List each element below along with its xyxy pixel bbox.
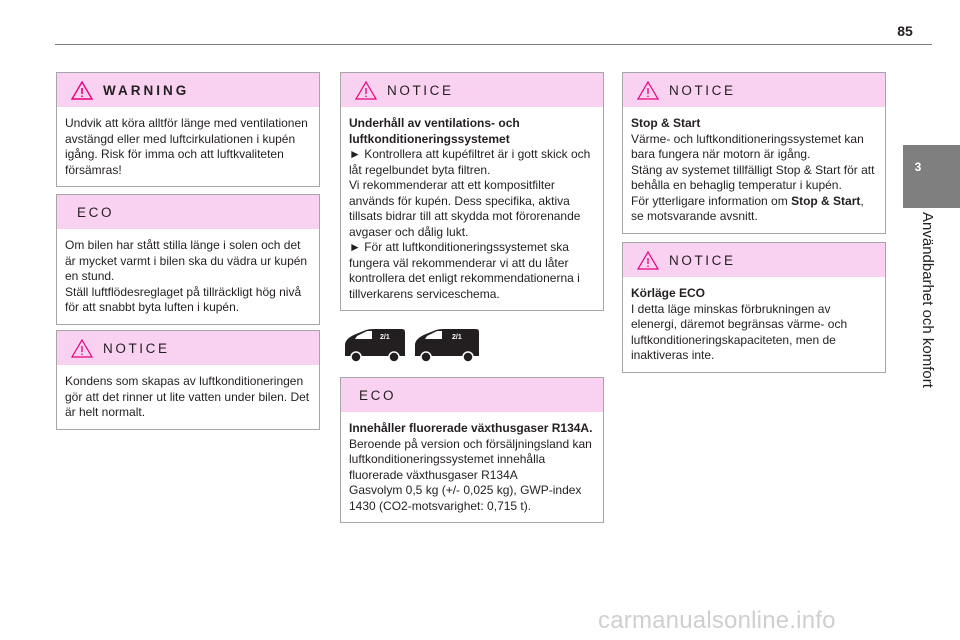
chapter-tab <box>903 145 960 208</box>
notice-4-title: Körläge ECO <box>631 286 706 300</box>
notice-box-1 <box>56 330 320 430</box>
notice-box-3-header <box>623 73 885 107</box>
notice-heading-2: NOTICE <box>387 82 454 98</box>
van-long-icon <box>415 329 479 362</box>
notice-3-text-2: Stäng av systemet tillfälligt Stop & Start för att behålla en behaglig temperatur i kupén. <box>631 162 875 192</box>
chapter-title: Användbarhet och komfort <box>919 212 936 388</box>
eco-heading-1: ECO <box>77 204 115 220</box>
eco-box-2-header <box>341 378 603 412</box>
warning-triangle-icon <box>71 81 93 100</box>
warning-box-header <box>57 73 319 107</box>
notice-box-3 <box>622 72 886 234</box>
notice-heading-3: NOTICE <box>669 82 736 98</box>
notice-triangle-icon <box>637 251 659 270</box>
notice-heading-4: NOTICE <box>669 252 736 268</box>
notice-box-2 <box>340 72 604 311</box>
notice-heading-1: NOTICE <box>103 340 170 356</box>
notice-box-2-header <box>341 73 603 107</box>
header-divider <box>55 44 932 45</box>
notice-box-4 <box>622 242 886 373</box>
notice-3-text-3 <box>631 194 879 225</box>
warning-heading: WARNING <box>103 82 190 98</box>
notice-4-text: I detta läge minskas förbrukningen av elenergi, däremot begränsas värme- och luftkonditioneringskapaciteten, men de inaktiveras inte. <box>631 301 848 362</box>
page-number: 85 <box>897 23 913 39</box>
notice-2-bullet-2: ► För att luftkonditioneringssystemet ska fungera väl rekommenderar vi att du låter kontrollera det enligt rekommendationerna i tillverkarens serviceschema. <box>349 240 580 301</box>
notice-triangle-icon <box>355 81 377 100</box>
notice-3-text-3-pre: För ytterligare information om <box>631 193 792 208</box>
notice-3-text-3-post: , se motsvarande avsnitt. <box>631 193 864 223</box>
eco-box-1 <box>56 194 320 325</box>
eco-2-title: Innehåller fluorerade växthusgaser R134A. <box>349 421 593 435</box>
notice-box-4-header <box>623 243 885 277</box>
notice-3-title: Stop & Start <box>631 116 701 130</box>
eco-1-text-1: Om bilen har stått stilla länge i solen och det är mycket varmt i bilen ska du vädra ur kupén en stund. <box>65 238 308 283</box>
notice-triangle-icon <box>71 339 93 358</box>
watermark: carmanualsonline.info <box>598 607 836 634</box>
notice-2-bullet-1: ► Kontrollera att kupéfiltret är i gott skick och låt regelbundet byta filtren. <box>349 147 591 177</box>
van-short-icon <box>345 329 405 362</box>
notice-3-text-1: Värme- och luftkonditioneringssystemet kan bara fungera när motorn är igång. <box>631 131 864 161</box>
eco-2-text-2: Gasvolym 0,5 kg (+/- 0,025 kg), GWP-index 1430 (CO2-motsvarighet: 0,715 t). <box>349 483 582 513</box>
notice-triangle-icon <box>637 81 659 100</box>
warning-box <box>56 72 320 187</box>
van-long-label: 2/1 <box>452 334 462 341</box>
warning-text: Undvik att köra alltför länge med ventilationen avstängd eller med luftcirkulationen i kupén igång. Risk för imma och att luftkvaliteten försämras! <box>65 116 308 177</box>
notice-2-text-1: Vi rekommenderar att ett kompositfilter används för kupén. Dess specifika, aktiva tillsats bidrar till att skydda mot förorenande avgaser och dålig lukt. <box>349 178 581 239</box>
eco-box-2 <box>340 377 604 523</box>
eco-heading-2: ECO <box>359 387 397 403</box>
van-short-label: 2/1 <box>380 334 390 341</box>
notice-box-1-header <box>57 331 319 365</box>
notice-2-title: Underhåll av ventilations- och luftkonditioneringssystemet <box>349 116 520 146</box>
eco-2-text-1: Beroende på version och försäljningsland kan luftkonditioneringssystemet innehålla fluorerade växthusgaser R134A <box>349 436 592 482</box>
notice-1-text: Kondens som skapas av luftkonditioneringen gör att det rinner ut lite vatten under bilen. Det är helt normalt. <box>65 374 310 419</box>
vehicle-variants-illustration <box>342 326 482 364</box>
chapter-number: 3 <box>914 160 922 174</box>
eco-1-text-2: Ställ luftflödesreglaget på tillräckligt hög nivå för att snabbt byta luften i kupén. <box>65 284 302 314</box>
notice-3-text-3-bold: Stop & Start <box>791 193 861 208</box>
eco-box-1-header <box>57 195 319 229</box>
